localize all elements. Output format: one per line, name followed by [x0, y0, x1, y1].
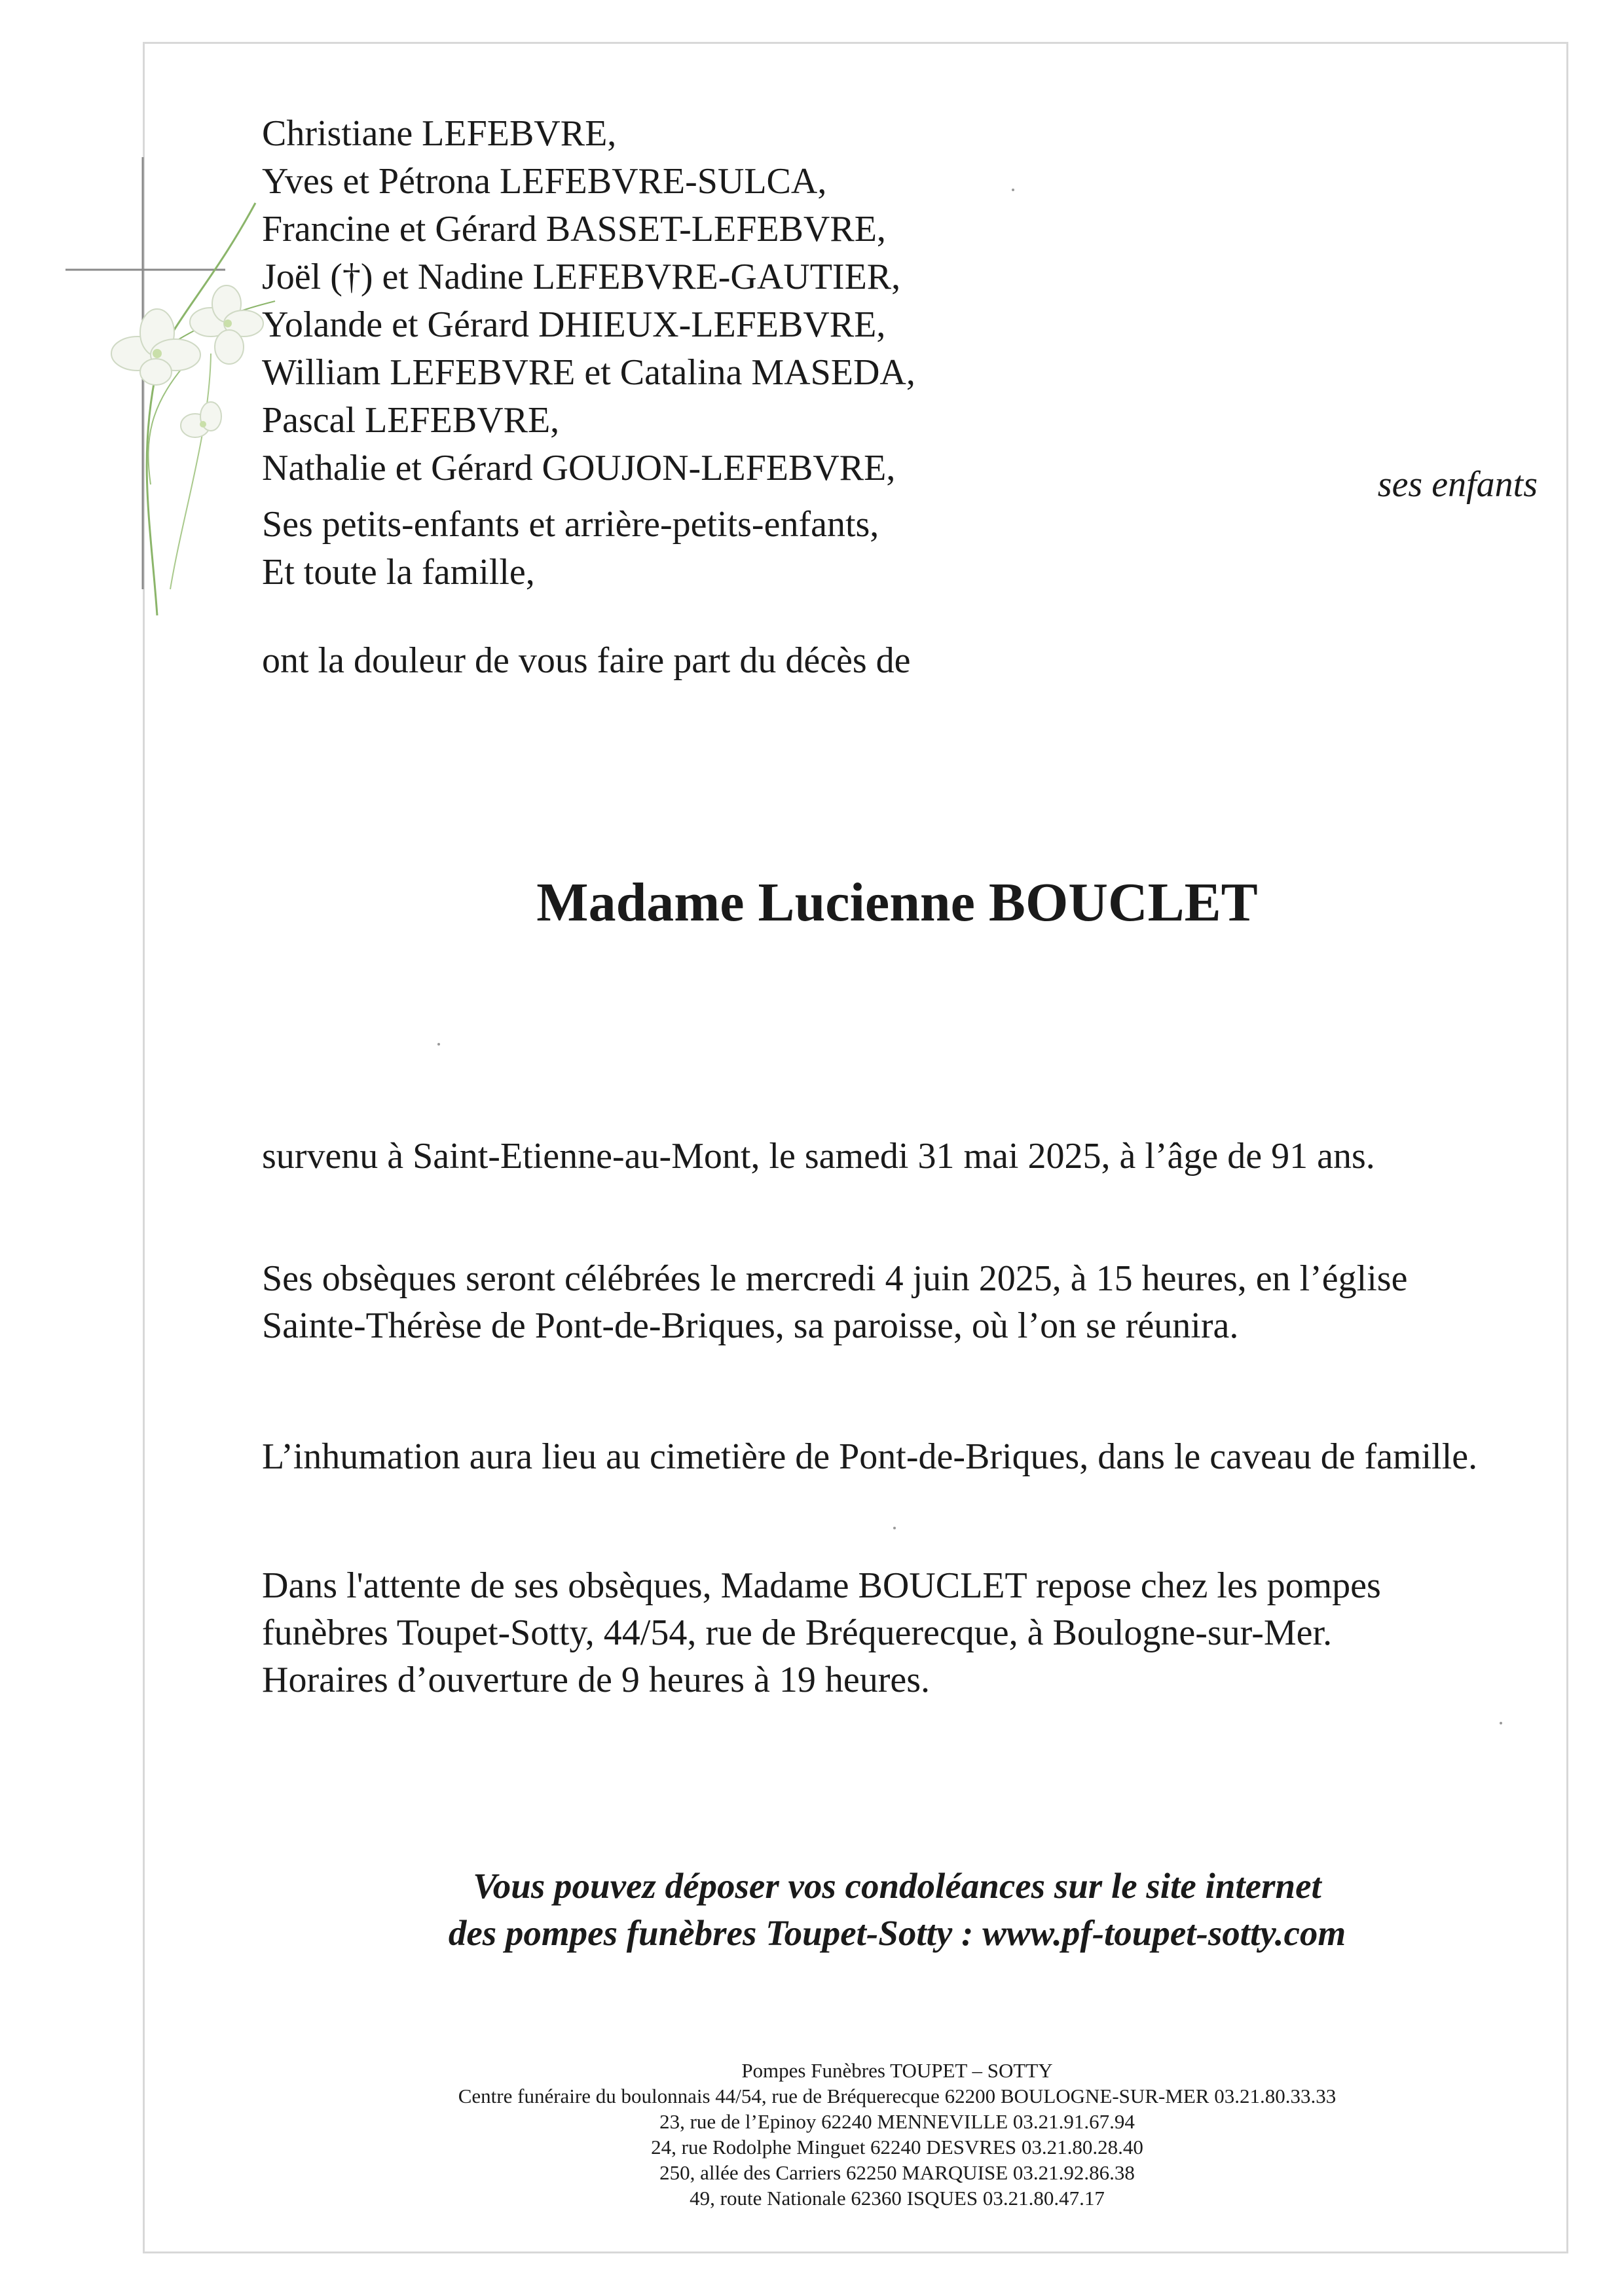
family-member-line: Christiane LEFEBVRE, — [262, 113, 617, 154]
footer-address: 49, route Nationale 62360 ISQUES 03.21.80.47.17 — [690, 2187, 1105, 2210]
rest-line: Horaires d’ouverture de 9 heures à 19 heures. — [262, 1660, 931, 1700]
funeral-details — [262, 1255, 1407, 1349]
footer-address: 23, rue de l’Epinoy 62240 MENNEVILLE 03.21.91.67.94 — [659, 2110, 1135, 2133]
extended-family — [262, 501, 879, 596]
scan-speck — [1500, 1722, 1502, 1724]
extended-family-line: Ses petits-enfants et arrière-petits-enfants, — [262, 504, 879, 545]
scan-speck — [437, 1043, 440, 1046]
family-member-line: Nathalie et Gérard GOUJON-LEFEBVRE, — [262, 448, 896, 488]
footer-address: Centre funéraire du boulonnais 44/54, rue de Bréquerecque 62200 BOULOGNE-SUR-MER 03.21.80.33.33 — [458, 2085, 1337, 2107]
family-member-line: Yolande et Gérard DHIEUX-LEFEBVRE, — [262, 304, 886, 345]
footer-address: 250, allée des Carriers 62250 MARQUISE 03.21.92.86.38 — [659, 2161, 1135, 2184]
children-label: ses enfants — [1377, 464, 1538, 505]
funeral-home-footer — [0, 2058, 1624, 2211]
family-member-line: Francine et Gérard BASSET-LEFEBVRE, — [262, 209, 886, 249]
family-member-line: Yves et Pétrona LEFEBVRE-SULCA, — [262, 161, 827, 202]
footer-address: 24, rue Rodolphe Minguet 62240 DESVRES 03.21.80.28.40 — [651, 2136, 1143, 2159]
extended-family-line: Et toute la famille, — [262, 552, 535, 592]
condolences-line: Vous pouvez déposer vos condoléances sur le site internet — [473, 1866, 1321, 1906]
funeral-line: Sainte-Thérèse de Pont-de-Briques, sa paroisse, où l’on se réunira. — [262, 1305, 1239, 1346]
cross-orchid-icon — [59, 157, 282, 629]
rest-line: funèbres Toupet-Sotty, 44/54, rue de Bréquerecque, à Boulogne-sur-Mer. — [262, 1613, 1333, 1653]
family-list — [262, 110, 915, 492]
announcement-text: ont la douleur de vous faire part du décès de — [262, 640, 911, 681]
family-member-line: Pascal LEFEBVRE, — [262, 400, 560, 441]
rest-details — [262, 1562, 1381, 1704]
condolences-notice — [0, 1863, 1624, 1957]
family-member-line: William LEFEBVRE et Catalina MASEDA, — [262, 352, 915, 393]
funeral-line: Ses obsèques seront célébrées le mercredi 4 juin 2025, à 15 heures, en l’église — [262, 1258, 1408, 1299]
death-details: survenu à Saint-Etienne-au-Mont, le samedi 31 mai 2025, à l’âge de 91 ans. — [262, 1136, 1375, 1176]
condolences-link[interactable]: des pompes funèbres Toupet-Sotty : www.pf-toupet-sotty.com — [448, 1913, 1346, 1953]
family-member-line: Joël (†) et Nadine LEFEBVRE-GAUTIER, — [262, 257, 901, 297]
footer-company: Pompes Funèbres TOUPET – SOTTY — [741, 2059, 1053, 2082]
scan-speck — [893, 1527, 896, 1529]
burial-details: L’inhumation aura lieu au cimetière de Pont-de-Briques, dans le caveau de famille. — [262, 1436, 1478, 1477]
scan-speck — [1012, 189, 1014, 191]
deceased-name: Madame Lucienne BOUCLET — [536, 872, 1258, 933]
rest-line: Dans l'attente de ses obsèques, Madame BOUCLET repose chez les pompes — [262, 1565, 1381, 1606]
